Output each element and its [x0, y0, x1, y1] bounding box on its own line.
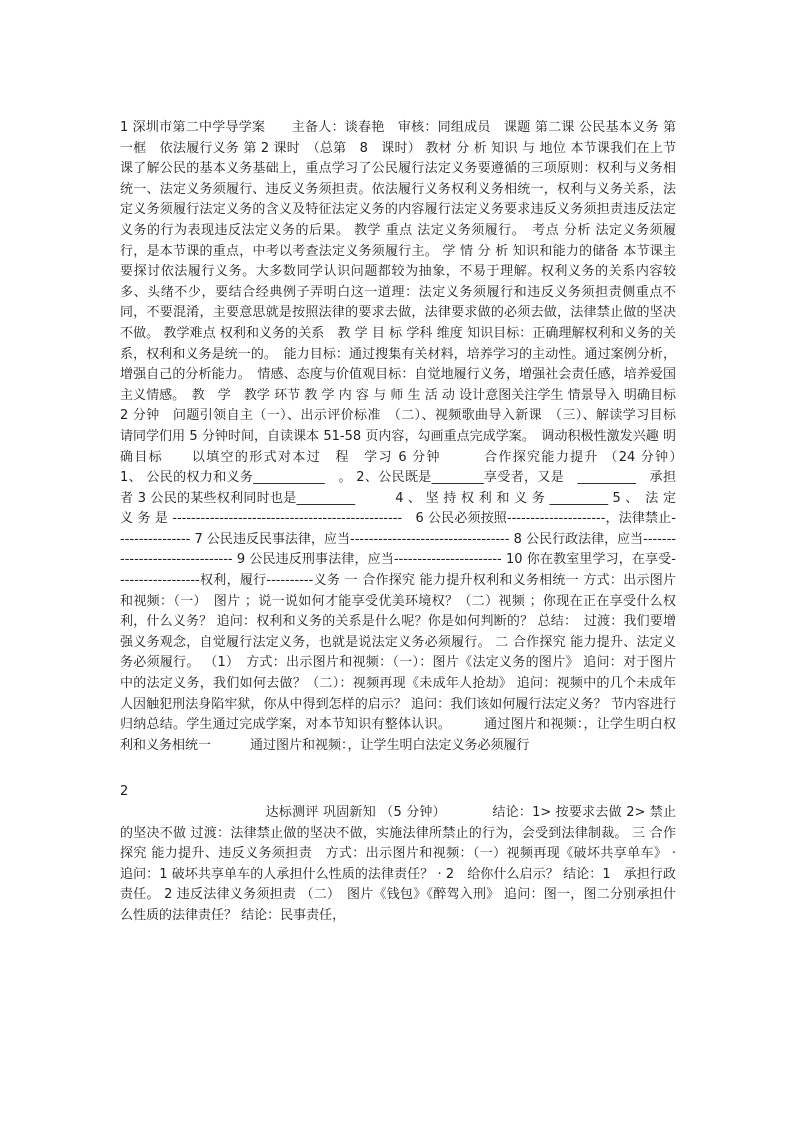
document-content — [120, 118, 742, 927]
page-2-section — [120, 782, 676, 926]
page-1-body: 1 深圳市第二中学导学案 主备人：谈春艳 审核：同组成员 课题 第二课 公民基本义务 第一框 依法履行义务 第 2 课时 （总第 8 课时） 教材 分 析 知识 与 地位 本节课我们在上节课了解公民的基本义务基础上，重点学习了公民履行法定义务要遵循的三项原则：权利与义务相统一、法定义务须履行、违反义务须担责。依法履行义务权利义务相统一，权利与义务关系，法定义务须履行法定义务的含义及特征法定义务的内容履行法定义务要求违反义务须担责违反法定义务的行为表现违反法定义务的后果。 教学 重点 法定义务须履行。 考点 分析 法定义务须履行，是本节课的重点，中考以考查法定义务须履行主。 学 情 分 析 知识和能力的储备 本节课主要探讨依法履行义务。大多数同学认识问题都较为抽象，不易于理解。权利义务的关系内容较多、头绪不少，要结合经典例子弄明白这一道理：法定义务须履行和违反义务须担责侧重点不同，不要混淆，主要意思就是按照法律的要求去做，法律要求做的必须去做，法律禁止做的坚决不做。 教学难点 权利和义务的关系 教 学 目 标 学科 维度 知识目标：正确理解权利和义务的关系，权利和义务是统一的。 能力目标：通过搜集有关材料，培养学习的主动性。通过案例分析，增强自己的分析能力。 情感、态度与价值观目标：自觉地履行义务，增强社会责任感，培养爱国主义情感。 教 学 教学 环节 教 学 内 容 与 师 生 活 动 设计意图关注学生 情景导入 明确目标 2 分钟 问题引领自主（一）、出示评价标准 （二）、视频歌曲导入新课 （三）、解读学习目标 请同学们用 5 分钟时间，自读课本 51-58 页内容，勾画重点完成学案。 调动积极性激发兴趣 明确目标 以填空的形式对本过 程 学习 6 分钟 合作探究能力提升 （24 分钟） 1、 公民的权力和义务___________ 。 2、公民既是________享受者，又是 _________ 承担者 3 公民的某些权利同时也是_________ 4 、 坚 持 权 利 和 义 务 _________ 5 、 法 定 义 务 是 ------------------------------------------------- 6 公民必须按照---------------------，法律禁止---------------- 7 公民违反民事法律，应当---------------------------------- 8 公民行政法律，应当------------------------------- 9 公民违反刑事法律，应当----------------------- 10 你在教室里学习，在享受------------------权利，履行----------义务 一 合作探究 能力提升权利和义务相统一 方式：出示图片和视频：（一） 图片 ；说一说如何才能享受优美环境权？（二）视频 ；你现在正在享受什么权利，什么义务？ 追问：权利和义务的关系是什么呢？你是如何判断的？ 总结： 过渡：我们要增强义务观念，自觉履行法定义务，也就是说法定义务必须履行。 二 合作探究 能力提升、法定义务必须履行。 （1） 方式：出示图片和视频：（一）：图片《法定义务的图片》 追问：对于图片中的法定义务，我们如何去做？（二）：视频再现《未成年人抢劫》 追问：视频中的几个未成年人因触犯刑法身陷牢狱，你从中得到怎样的启示？ 追问：我们该如何履行法定义务？ 节内容进行归纳总结。学生通过完成学案，对本节知识有整体认识。 通过图片和视频：，让学生明白权利和义务相统一 通过图片和视频：，让学生明白法定义务必须履行 — [120, 120, 742, 753]
page-2-body: 达标测评 巩固新知 （5 分钟） 结论：1> 按要求去做 2> 禁止的坚决不做 过渡：法律禁止做的坚决不做，实施法律所禁止的行为，会受到法律制裁。 三 合作探究 能力提升、违反义务须担责 方式：出示图片和视频：（一）视频再现《破坏共享单车》 · 追问：1 破坏共享单车的人承担什么性质的法律责任？ · 2 给你什么启示？ 结论：1 承担行政责任。 2 违反法律义务须担责 （二） 图片《钱包》《醉驾入刑》 追问：图一，图二分别承担什么性质的法律责任？ 结论：民事责任， — [120, 805, 676, 923]
page-number: 2 — [120, 784, 129, 800]
